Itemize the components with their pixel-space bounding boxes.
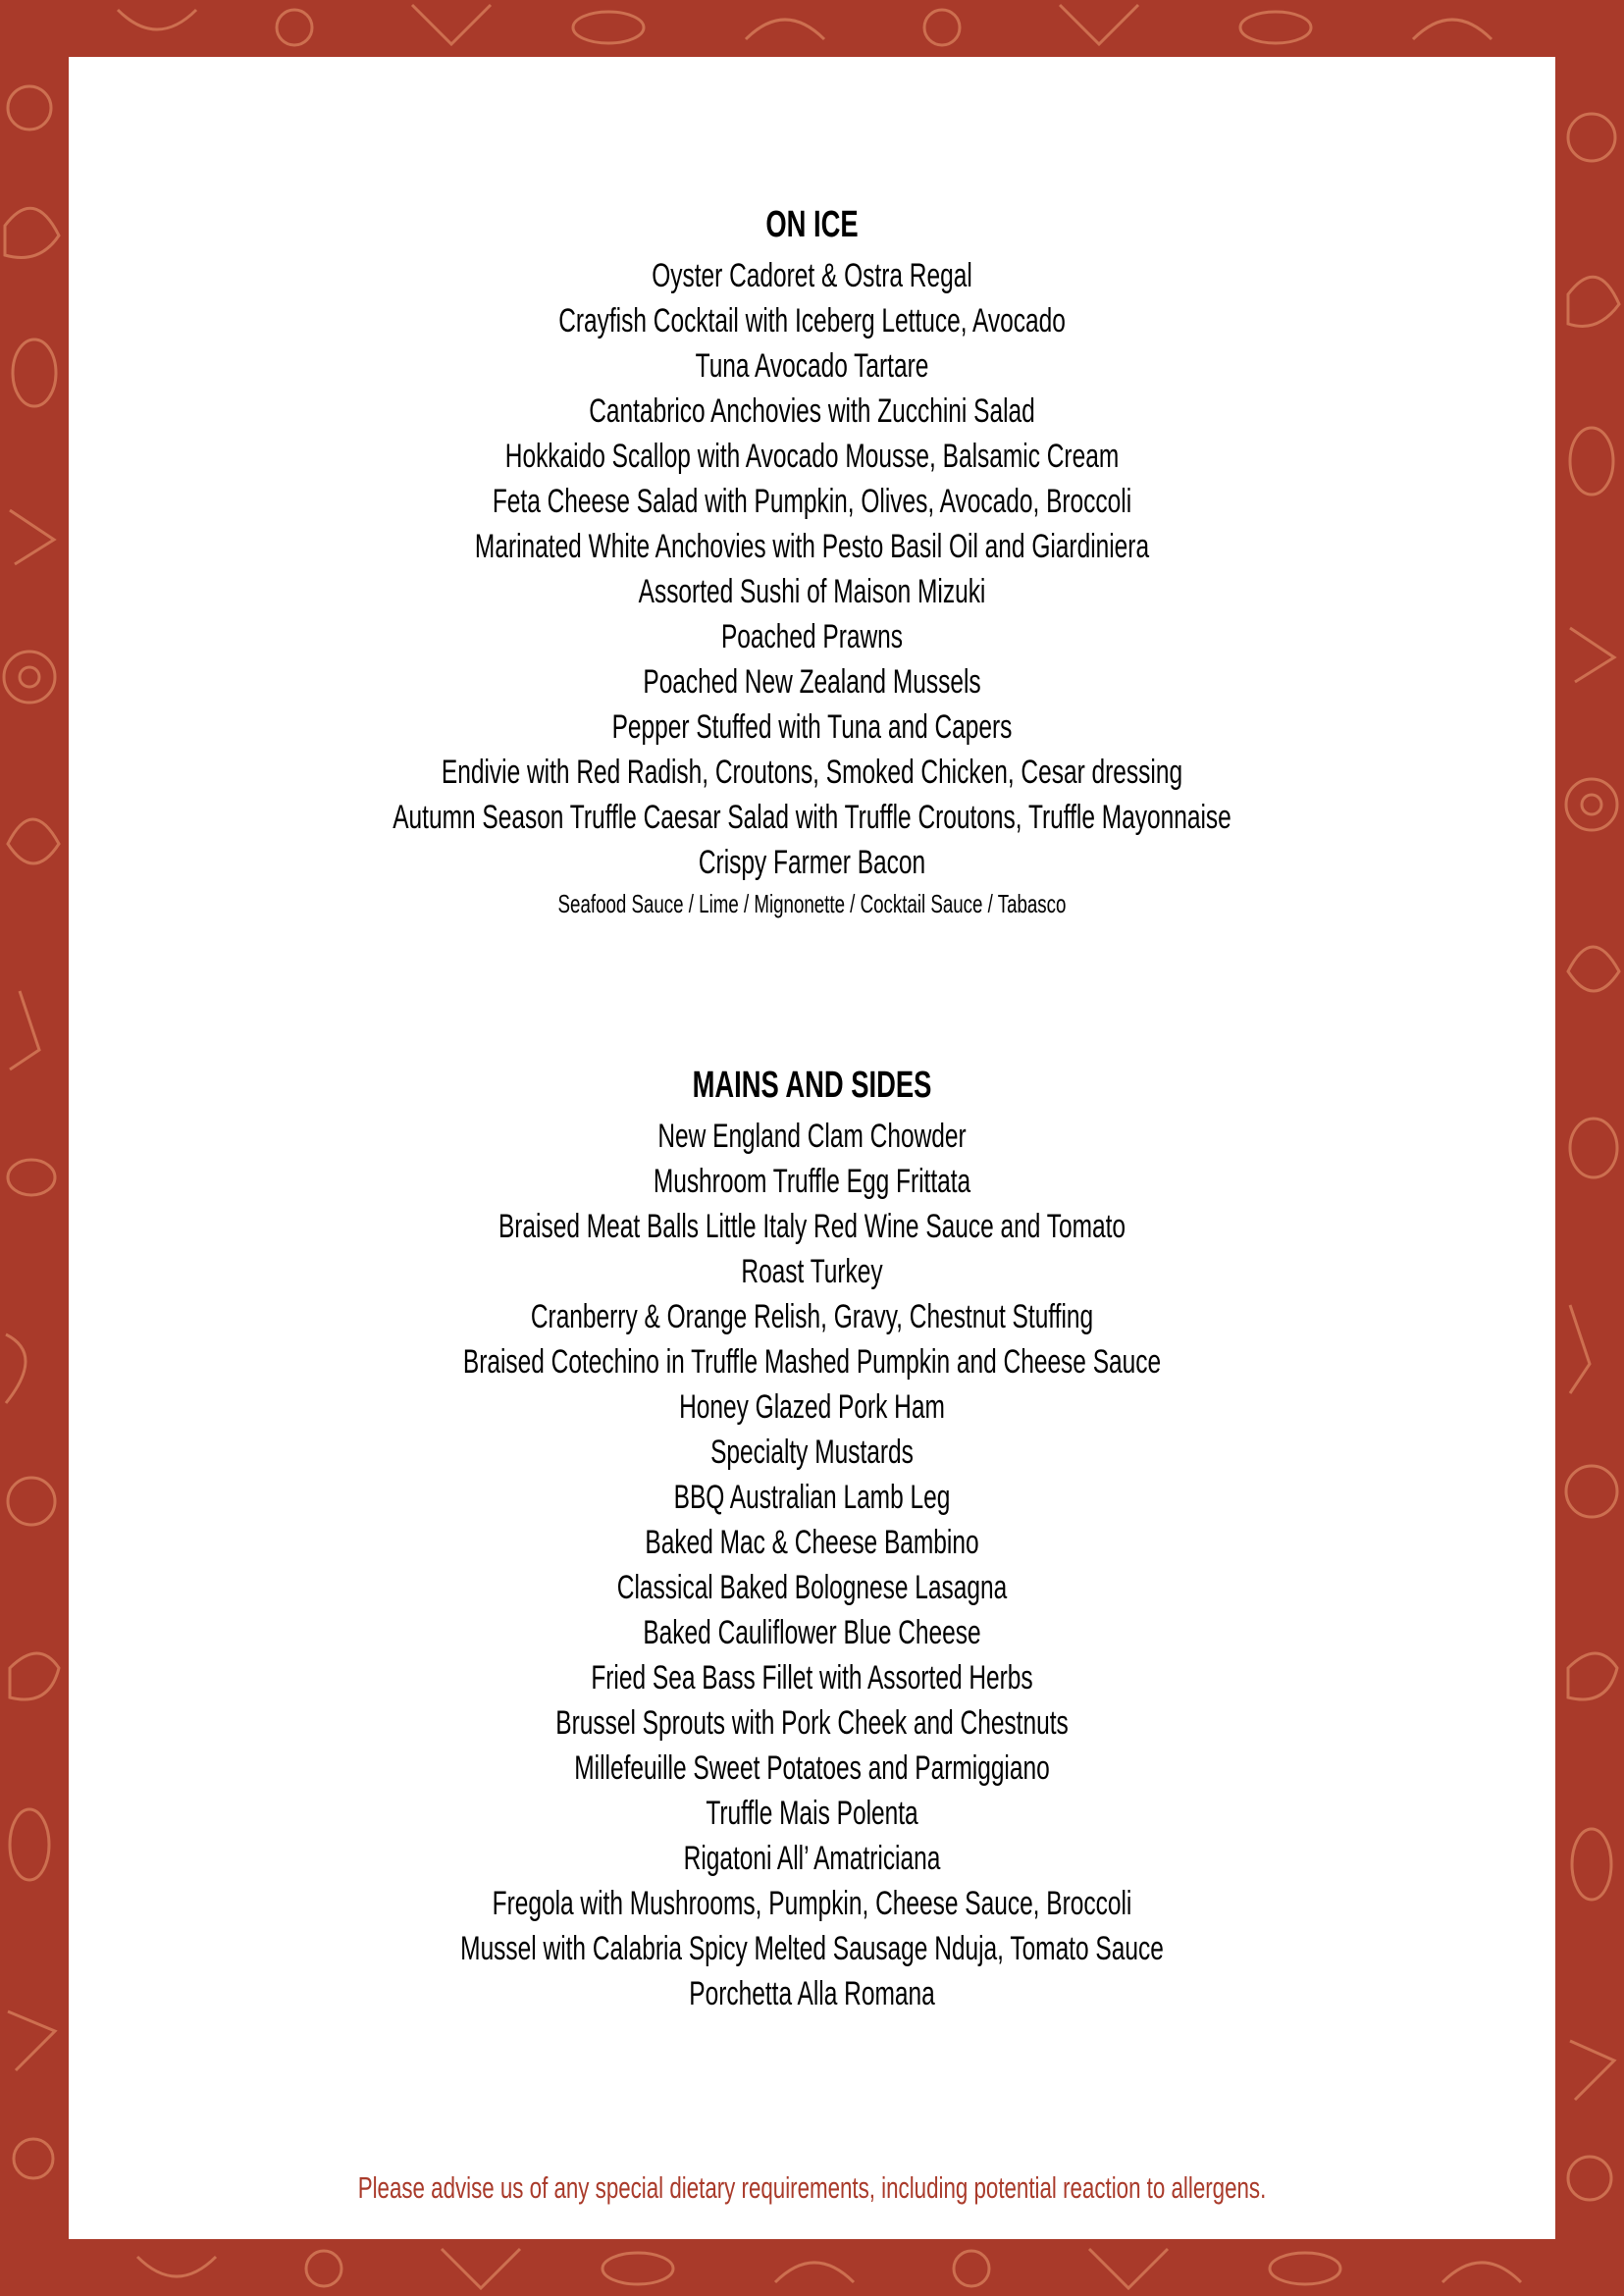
- menu-item: New England Clam Chowder: [657, 1118, 967, 1155]
- mains-and-sides-section: [69, 1059, 1555, 2016]
- menu-item: Brussel Sprouts with Pork Cheek and Chestnuts: [555, 1704, 1069, 1742]
- section-title-mains-and-sides: MAINS AND SIDES: [692, 1065, 932, 1106]
- menu-item: Millefeuille Sweet Potatoes and Parmiggiano: [574, 1749, 1050, 1787]
- menu-item: Endivie with Red Radish, Croutons, Smoked Chicken, Cesar dressing: [441, 754, 1183, 791]
- menu-item: Pepper Stuffed with Tuna and Capers: [611, 708, 1013, 746]
- on-ice-section: [69, 198, 1555, 922]
- on-ice-item-list: [69, 253, 1555, 885]
- menu-item: Assorted Sushi of Maison Mizuki: [638, 573, 986, 610]
- menu-item: Oyster Cadoret & Ostra Regal: [652, 257, 972, 294]
- menu-item: Specialty Mustards: [710, 1434, 914, 1471]
- menu-item: Fregola with Mushrooms, Pumpkin, Cheese Sauce, Broccoli: [492, 1885, 1132, 1922]
- section-title-on-ice: ON ICE: [765, 204, 859, 245]
- menu-item: Hokkaido Scallop with Avocado Mousse, Balsamic Cream: [504, 438, 1120, 475]
- menu-item: BBQ Australian Lamb Leg: [673, 1479, 951, 1516]
- menu-item: Rigatoni All’ Amatriciana: [683, 1840, 941, 1877]
- menu-item: Marinated White Anchovies with Pesto Basil Oil and Giardiniera: [474, 528, 1150, 565]
- mains-item-list: [69, 1114, 1555, 2016]
- menu-item: Feta Cheese Salad with Pumpkin, Olives, Avocado, Broccoli: [492, 483, 1132, 520]
- menu-item: Roast Turkey: [741, 1253, 883, 1290]
- menu-item: Poached New Zealand Mussels: [643, 663, 981, 701]
- menu-item: Mushroom Truffle Egg Frittata: [653, 1163, 971, 1200]
- menu-item: Baked Cauliflower Blue Cheese: [643, 1614, 981, 1651]
- allergen-note: Please advise us of any special dietary requirements, including potential reaction to allergens.: [357, 2170, 1267, 2205]
- menu-item: Mussel with Calabria Spicy Melted Sausage Nduja, Tomato Sauce: [460, 1930, 1164, 1967]
- menu-item: Cantabrico Anchovies with Zucchini Salad: [589, 392, 1035, 430]
- menu-item: Autumn Season Truffle Caesar Salad with Truffle Croutons, Truffle Mayonnaise: [393, 799, 1231, 836]
- menu-item: Braised Cotechino in Truffle Mashed Pumpkin and Cheese Sauce: [462, 1343, 1162, 1381]
- menu-item: Poached Prawns: [720, 618, 904, 655]
- menu-item: Crayfish Cocktail with Iceberg Lettuce, Avocado: [558, 302, 1066, 339]
- menu-item: Tuna Avocado Tartare: [695, 347, 929, 385]
- menu-item: Braised Meat Balls Little Italy Red Wine Sauce and Tomato: [498, 1208, 1126, 1245]
- menu-item: Baked Mac & Cheese Bambino: [645, 1524, 979, 1561]
- menu-item: Truffle Mais Polenta: [706, 1795, 918, 1832]
- menu-item: Fried Sea Bass Fillet with Assorted Herbs: [591, 1659, 1033, 1696]
- menu-item: Porchetta Alla Romana: [689, 1975, 935, 2012]
- menu-item: Crispy Farmer Bacon: [698, 844, 926, 881]
- menu-item: Cranberry & Orange Relish, Gravy, Chestnut Stuffing: [530, 1298, 1094, 1335]
- condiments-line: Seafood Sauce / Lime / Mignonette / Cocktail Sauce / Tabasco: [557, 889, 1067, 918]
- menu-page: [69, 57, 1555, 2239]
- menu-item: Classical Baked Bolognese Lasagna: [616, 1569, 1008, 1606]
- menu-item: Honey Glazed Pork Ham: [679, 1388, 945, 1426]
